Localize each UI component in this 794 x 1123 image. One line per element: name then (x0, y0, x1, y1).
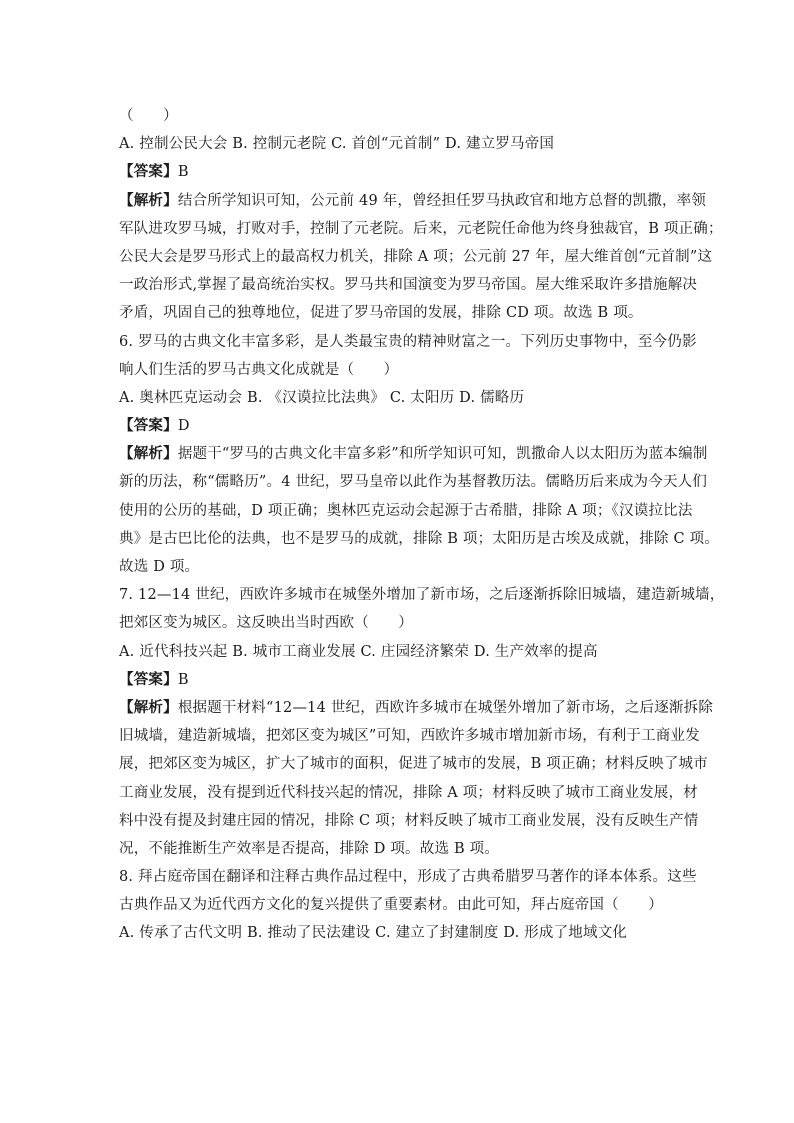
q7-explanation-line: 况，不能推断生产效率是否提高，排除 D 项。故选 B 项。 (119, 840, 500, 857)
q6-options: A. 奥林匹克运动会 B. 《汉谟拉比法典》 C. 太阳历 D. 儒略历 (119, 389, 525, 406)
q6-explanation-line: 故选 D 项。 (119, 559, 200, 575)
q5-explanation (119, 187, 707, 215)
q6-explanation-line: 典》是古巴比伦的法典，也不是罗马的成就，排除 B 项；太阳历是古埃及成就，排除 C 项。 (119, 530, 719, 547)
answer-value: B (177, 164, 189, 181)
q7-explanation-line: 工商业发展，没有提到近代科技兴起的情况，排除 A 项；材料反映了城市工商业发展，材 (119, 784, 698, 801)
q7-answer (119, 666, 679, 694)
q7-explanation (119, 694, 714, 722)
explanation-label: 【解析】 (119, 445, 178, 463)
q8-stem-line: 古典作品又为近代西方文化的复兴提供了重要素材。由此可知，拜占庭帝国（ ） (119, 897, 663, 914)
q7-options: A. 近代科技兴起 B. 城市工商业发展 C. 庄园经济繁荣 D. 生产效率的提高 (119, 643, 598, 660)
explanation-text: 结合所学知识可知，公元前 49 年，曾经担任罗马执政官和地方总督的凯撒，率领 (177, 192, 707, 209)
q6-stem-line: 响人们生活的罗马古典文化成就是（ ） (119, 361, 399, 378)
q5-explanation-line: 军队进攻罗马城，打败对手，控制了元老院。后来，元老院任命他为终身独裁官，B 项正确； (119, 220, 723, 237)
answer-label: 【答案】 (119, 670, 178, 688)
q5-answer (119, 158, 679, 186)
q6-explanation-line: 使用的公历的基础，D 项正确；奥林匹克运动会起源于古希腊，排除 A 项；《汉谟拉比法 (119, 502, 693, 519)
explanation-text: 根据题干材料“12—14 世纪，西欧许多城市在城堡外增加了新市场，之后逐渐拆除 (177, 699, 714, 716)
q8-options: A. 传承了古代文明 B. 推动了民法建设 C. 建立了封建制度 D. 形成了地域文化 (119, 925, 628, 942)
q6-stem: 6. 罗马的古典文化丰富多彩，是人类最宝贵的精神财富之一。下列历史事物中，至今仍影 (119, 333, 697, 350)
explanation-text: 据题干“罗马的古典文化丰富多彩”和所学知识可知，凯撒命人以太阳历为蓝本编制 (177, 446, 708, 463)
q6-answer (119, 412, 679, 440)
q5-explanation-line: 一政治形式,掌握了最高统治实权。罗马共和国演变为罗马帝国。屋大维采取许多措施解决 (119, 277, 698, 294)
q5-explanation-line: 矛盾，巩固自己的独尊地位，促进了罗马帝国的发展，排除 CD 项。故选 B 项。 (119, 305, 643, 322)
q5-options: A. 控制公民大会 B. 控制元老院 C. 首创“元首制” D. 建立罗马帝国 (119, 136, 555, 153)
answer-value: D (177, 418, 190, 435)
q7-explanation-line: 旧城墙，建造新城墙，把郊区变为城区”可知，西欧许多城市增加新市场，有利于工商业发 (119, 728, 700, 745)
answer-blank: （ ） (119, 108, 178, 124)
explanation-label: 【解析】 (119, 698, 178, 716)
answer-label: 【答案】 (119, 163, 178, 181)
explanation-label: 【解析】 (119, 191, 178, 209)
answer-value: B (177, 671, 189, 688)
answer-label: 【答案】 (119, 417, 178, 435)
q7-explanation-line: 料中没有提及封建庄园的情况，排除 C 项；材料反映了城市工商业发展，没有反映生产情 (119, 812, 699, 829)
q7-explanation-line: 展，把郊区变为城区，扩大了城市的面积，促进了城市的发展，B 项正确；材料反映了城市 (119, 756, 708, 773)
q6-explanation (119, 440, 708, 468)
q8-stem: 8. 拜占庭帝国在翻译和注释古典作品过程中，形成了古典希腊罗马著作的译本体系。这些 (119, 869, 697, 886)
q7-stem-line: 把郊区变为城区。这反映出当时西欧（ ） (119, 615, 413, 632)
q5-explanation-line: 公民大会是罗马形式上的最高权力机关，排除 A 项；公元前 27 年，屋大维首创“元首制”这 (119, 248, 713, 265)
q6-explanation-line: 新的历法，称“儒略历”。4 世纪，罗马皇帝以此作为基督教历法。儒略历后来成为今天人们 (119, 474, 708, 491)
document-page (119, 102, 725, 948)
q7-stem: 7. 12—14 世纪，西欧许多城市在城堡外增加了新市场，之后逐渐拆除旧城墙，建造新城墙， (119, 587, 725, 604)
